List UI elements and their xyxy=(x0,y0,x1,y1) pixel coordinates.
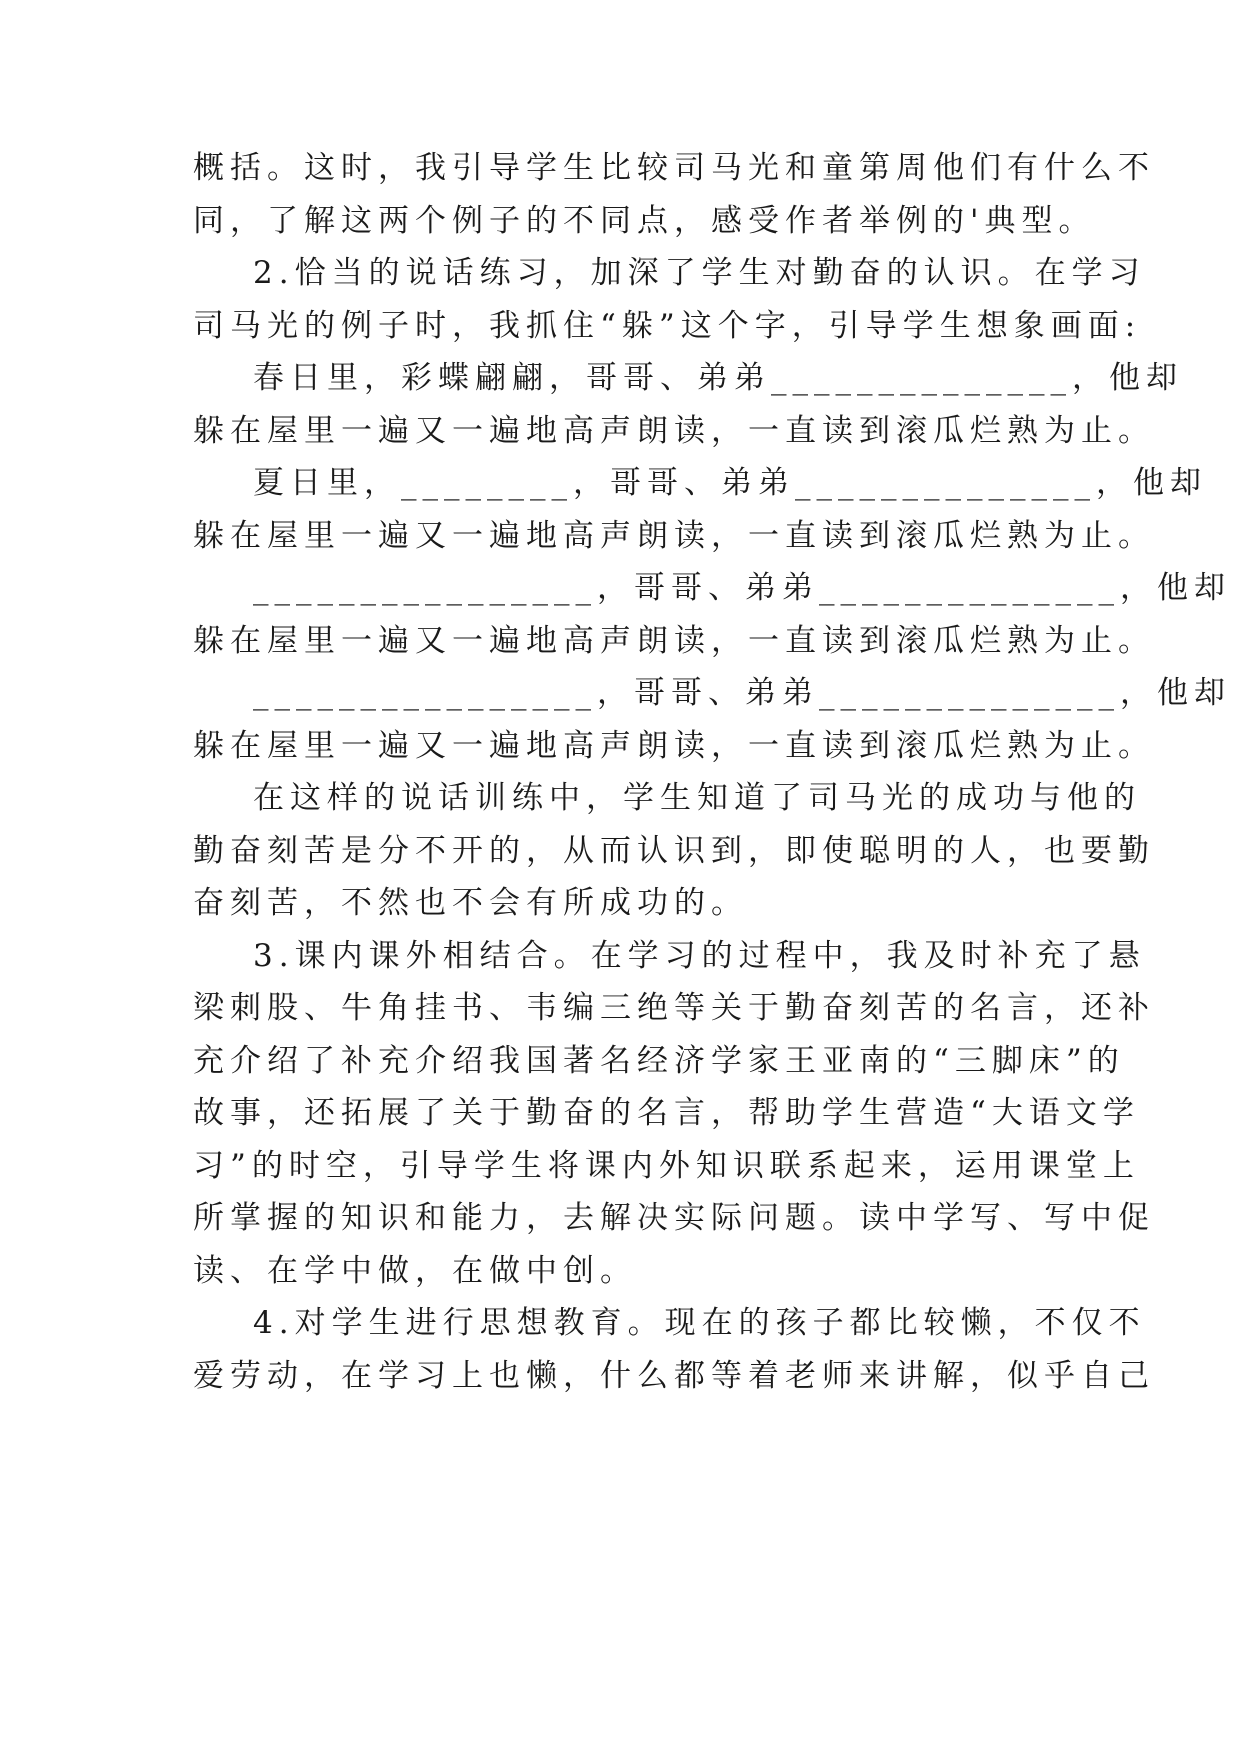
text-line: 奋刻苦，不然也不会有所成功的。 xyxy=(193,885,748,921)
text-line: 所掌握的知识和能力，去解决实际问题。读中学写、写中促 xyxy=(193,1200,1155,1236)
paragraph-start-line: 在这样的说话训练中，学生知道了司马光的成功与他的 xyxy=(253,780,1141,816)
text-line: 梁刺股、牛角挂书、韦编三绝等关于勤奋刻苦的名言，还补 xyxy=(193,990,1155,1026)
fill-in-blank-line: ________________，哥哥、弟弟______________，他却 xyxy=(253,675,1231,711)
fill-in-blank-line: 春日里，彩蝶翩翩，哥哥、弟弟______________，他却 xyxy=(253,360,1183,396)
text-line: 同，了解这两个例子的不同点，感受作者举例的'典型。 xyxy=(193,203,1096,239)
paragraph-start-line: 2.恰当的说话练习，加深了学生对勤奋的认识。在学习 xyxy=(253,255,1146,291)
text-line: 勤奋刻苦是分不开的，从而认识到，即使聪明的人，也要勤 xyxy=(193,833,1155,869)
paragraph-start-line: 4.对学生进行思想教育。现在的孩子都比较懒，不仅不 xyxy=(253,1305,1146,1341)
text-line: 躲在屋里一遍又一遍地高声朗读，一直读到滚瓜烂熟为止。 xyxy=(193,623,1155,659)
text-line: 躲在屋里一遍又一遍地高声朗读，一直读到滚瓜烂熟为止。 xyxy=(193,728,1155,764)
text-line: 充介绍了补充介绍我国著名经济学家王亚南的“三脚床”的 xyxy=(193,1043,1125,1079)
text-line: 爱劳动，在学习上也懒，什么都等着老师来讲解，似乎自己 xyxy=(193,1358,1155,1394)
paragraph-start-line: 3.课内课外相结合。在学习的过程中，我及时补充了悬 xyxy=(253,938,1146,974)
text-line: 读、在学中做，在做中创。 xyxy=(193,1253,637,1289)
text-line: 习”的时空，引导学生将课内外知识联系起来，运用课堂上 xyxy=(193,1148,1140,1184)
fill-in-blank-line: 夏日里，________，哥哥、弟弟______________，他却 xyxy=(253,465,1207,501)
text-line: 司马光的例子时，我抓住“躲”这个字，引导学生想象画面: xyxy=(193,308,1142,344)
text-line: 概括。这时，我引导学生比较司马光和童第周他们有什么不 xyxy=(193,150,1155,186)
fill-in-blank-line: ________________，哥哥、弟弟______________，他却 xyxy=(253,570,1231,606)
text-line: 故事，还拓展了关于勤奋的名言，帮助学生营造“大语文学 xyxy=(193,1095,1140,1131)
text-line: 躲在屋里一遍又一遍地高声朗读，一直读到滚瓜烂熟为止。 xyxy=(193,518,1155,554)
text-line: 躲在屋里一遍又一遍地高声朗读，一直读到滚瓜烂熟为止。 xyxy=(193,413,1155,449)
